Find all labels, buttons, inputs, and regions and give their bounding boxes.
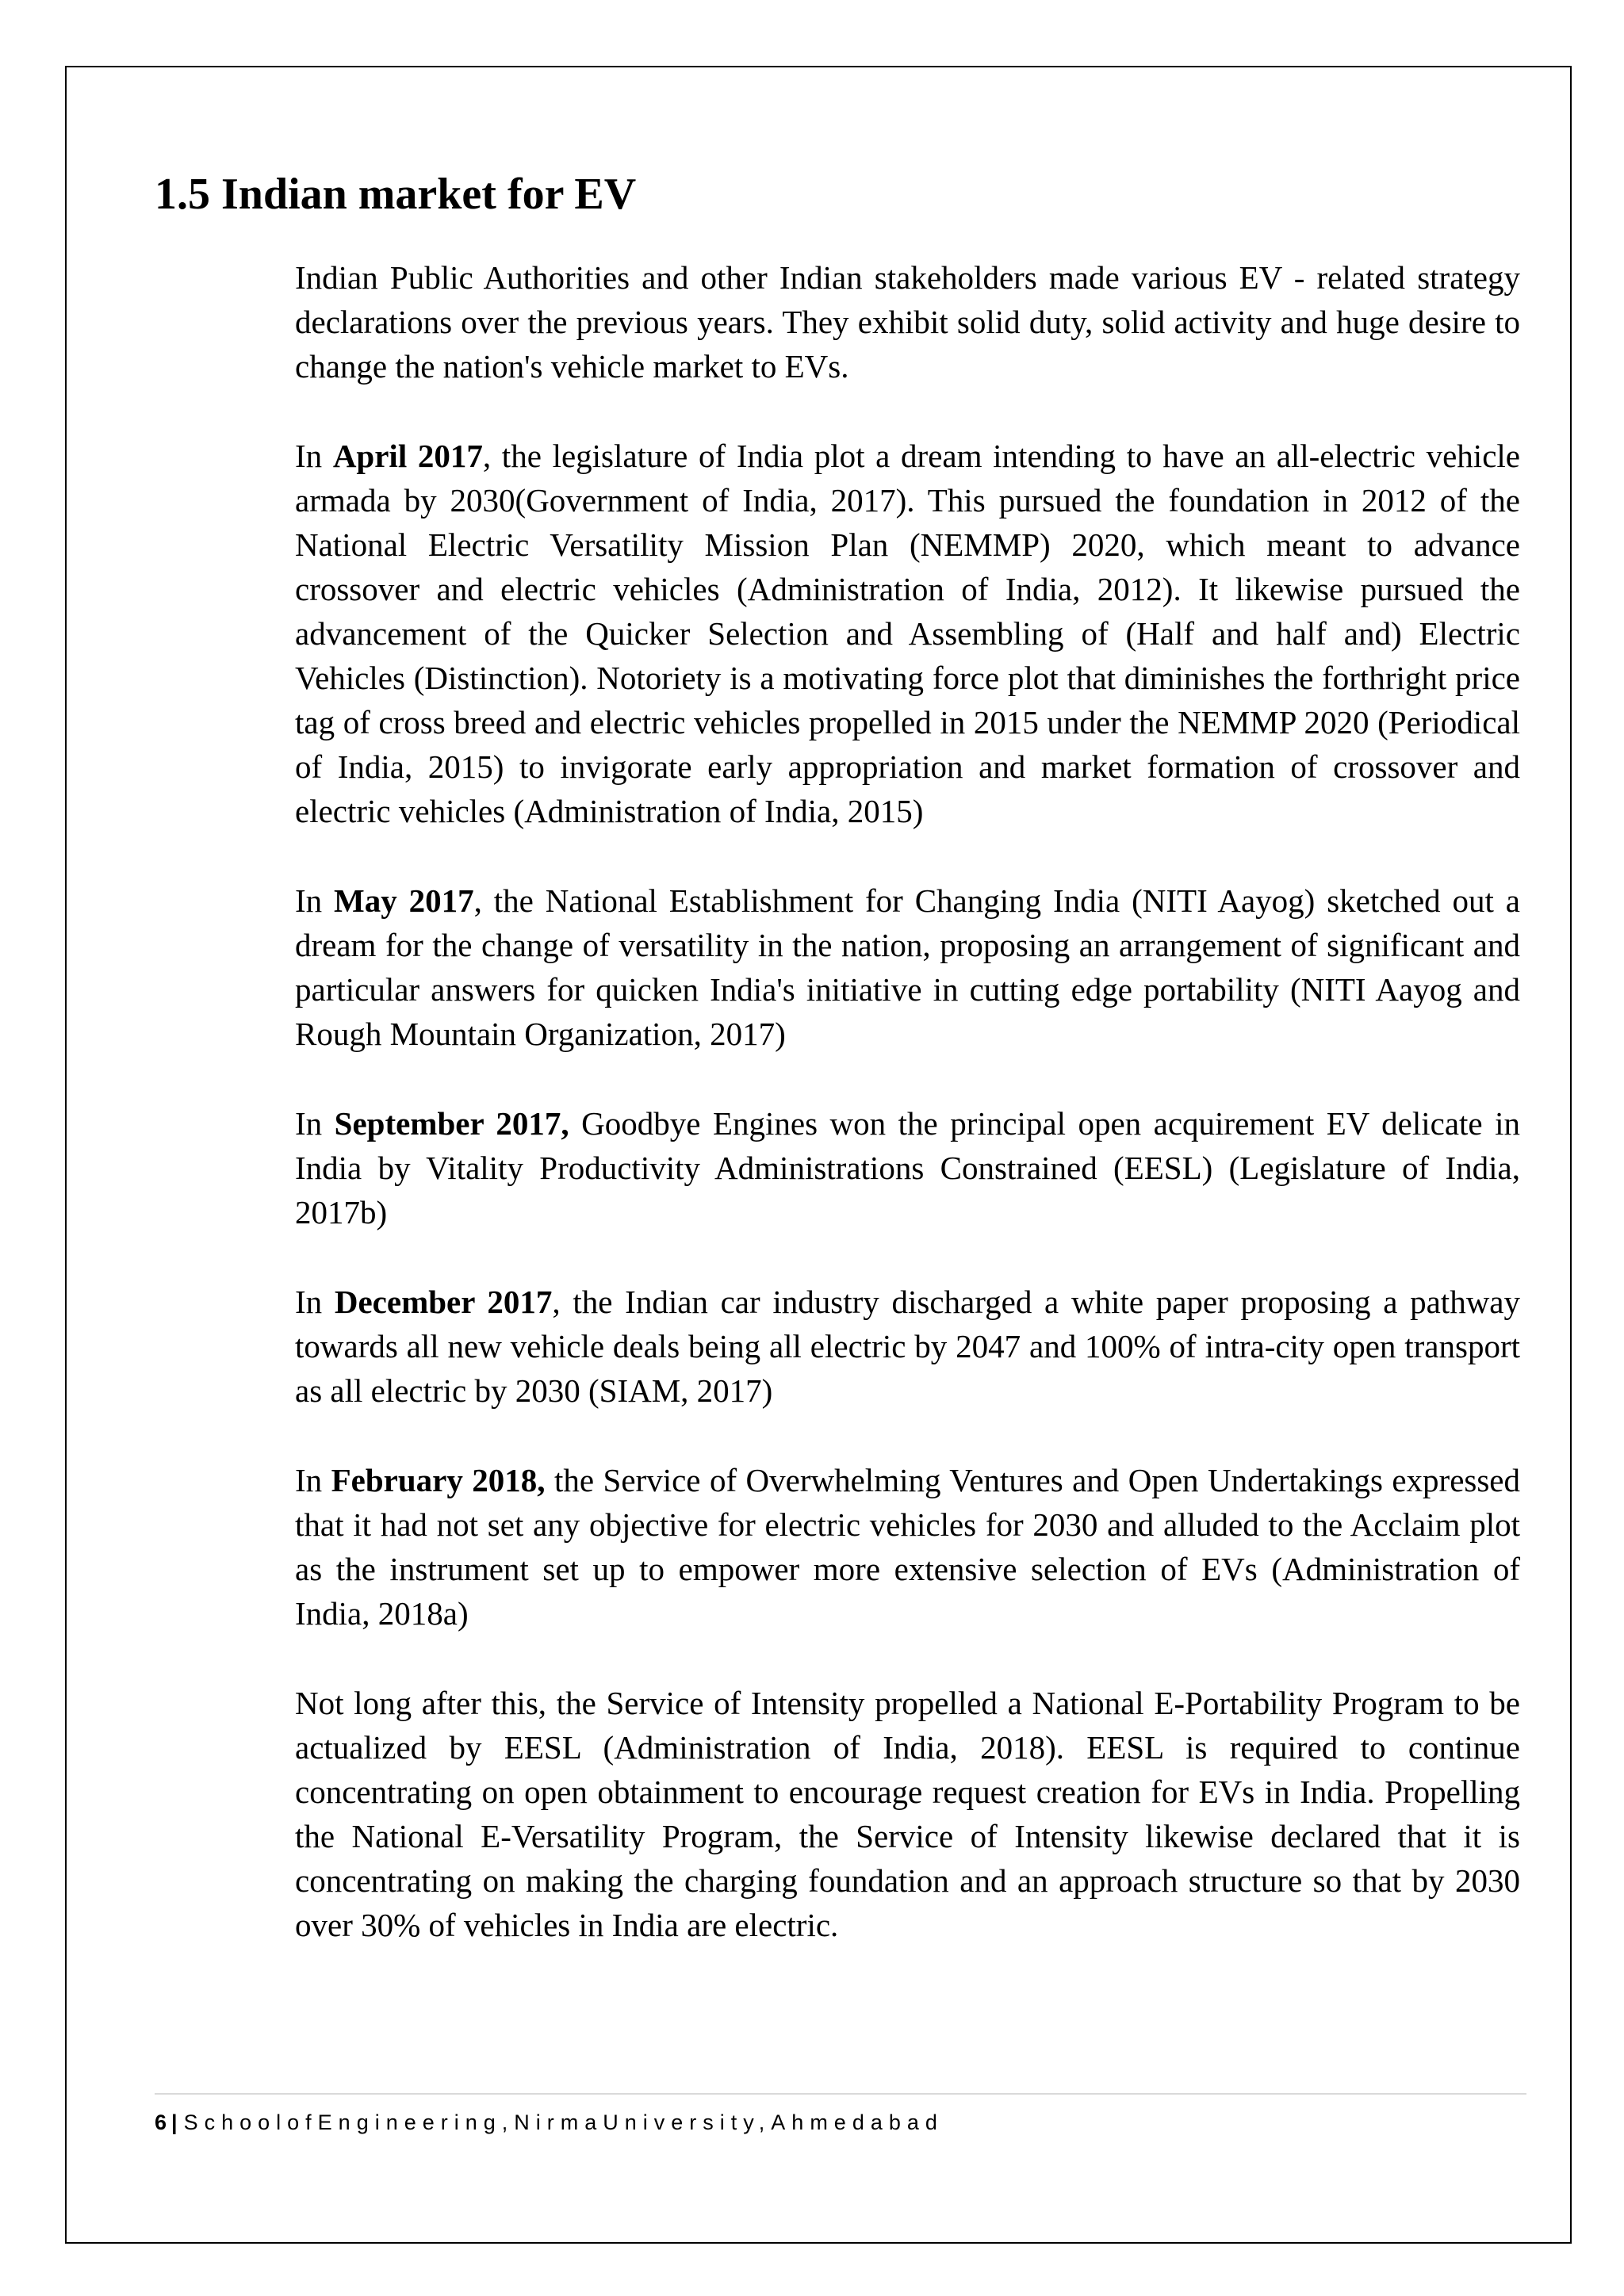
paragraph-prefix: In <box>295 1284 335 1320</box>
paragraph-september-2017 <box>295 1101 1520 1234</box>
paragraph-intro <box>295 255 1520 388</box>
footer-school-name: SchoolofEngineering,NirmaUniversity,Ahmedabad <box>183 2110 944 2134</box>
paragraph-text: , the Indian car industry discharged a white paper proposing a pathway towards all new vehicle deals being all electric by 2047 and 100% of intra-city open transport as all electric by 2030 (SIAM, 2017) <box>295 1284 1521 1409</box>
footer-separator: | <box>171 2110 178 2134</box>
page-number: 6 <box>155 2110 167 2134</box>
footer-divider <box>155 2093 1526 2095</box>
paragraph-date: May 2017 <box>334 882 474 919</box>
paragraph-prefix: In <box>295 1462 331 1498</box>
paragraph-text: , the legislature of India plot a dream intending to have an all-electric vehicle armada by 2030(Government of India, 2017). This pursued the foundation in 2012 of the National Electric Versatility Mission Plan (NEMMP) 2020, which meant to advance crossover and electric vehicles (Administration of India, 2012). It likewise pursued the advancement of the Quicker Selection and Assembling of (Half and half and) Electric Vehicles (Distinction). Notoriety is a motivating force plot that diminishes the forthright price tag of cross breed and electric vehicles propelled in 2015 under the NEMMP 2020 (Periodical of India, 2015) to invigorate early appropriation and market formation of crossover and electric vehicles (Administration of India, 2015) <box>295 438 1520 829</box>
paragraph-date: February 2018, <box>331 1462 546 1498</box>
paragraph-february-2018 <box>295 1458 1520 1636</box>
paragraph-date: April 2017 <box>332 438 483 474</box>
paragraph-date: December 2017 <box>334 1284 553 1320</box>
paragraph-december-2017 <box>295 1280 1520 1413</box>
paragraph-april-2017 <box>295 434 1520 833</box>
paragraph-may-2017 <box>295 878 1520 1056</box>
paragraph-prefix: In <box>295 882 335 919</box>
paragraph-text: Not long after this, the Service of Intensity propelled a National E-Portability Program to be actualized by EESL (Administration of India, 2018). EESL is required to continue concentrating on open obtainment to encourage request creation for EVs in India. Propelling the National E-Versatility Program, the Service of Intensity likewise declared that it is concentrating on making the charging foundation and an approach structure so that by 2030 over 30% of vehicles in India are electric. <box>295 1685 1520 1943</box>
paragraph-text: , the National Establishment for Changing India (NITI Aayog) sketched out a dream for the change of versatility in the nation, proposing an arrangement of significant and particular answers for quicken India's initiative in cutting edge portability (NITI Aayog and Rough Mountain Organization, 2017) <box>295 882 1521 1052</box>
section-body <box>295 255 1520 1992</box>
paragraph-text: Goodbye Engines won the principal open acquirement EV delicate in India by Vitality Productivity Administrations Constrained (EESL) (Legislature of India, 2017b) <box>295 1105 1521 1230</box>
paragraph-e-mobility-program <box>295 1681 1520 1947</box>
paragraph-prefix: In <box>295 1105 335 1142</box>
paragraph-text: Indian Public Authorities and other Indian stakeholders made various EV - related strategy declarations over the previous years. They exhibit solid duty, solid activity and huge desire to change the nation's vehicle market to EVs. <box>295 259 1520 385</box>
section-heading: 1.5 Indian market for EV <box>155 170 637 219</box>
paragraph-text: the Service of Overwhelming Ventures and Open Undertakings expressed that it had not set any objective for electric vehicles for 2030 and alluded to the Acclaim plot as the instrument set up to empower more extensive selection of EVs (Administration of India, 2018a) <box>295 1462 1521 1632</box>
page-footer <box>155 2107 944 2138</box>
paragraph-date: September 2017, <box>334 1105 569 1142</box>
paragraph-prefix: In <box>295 438 333 474</box>
